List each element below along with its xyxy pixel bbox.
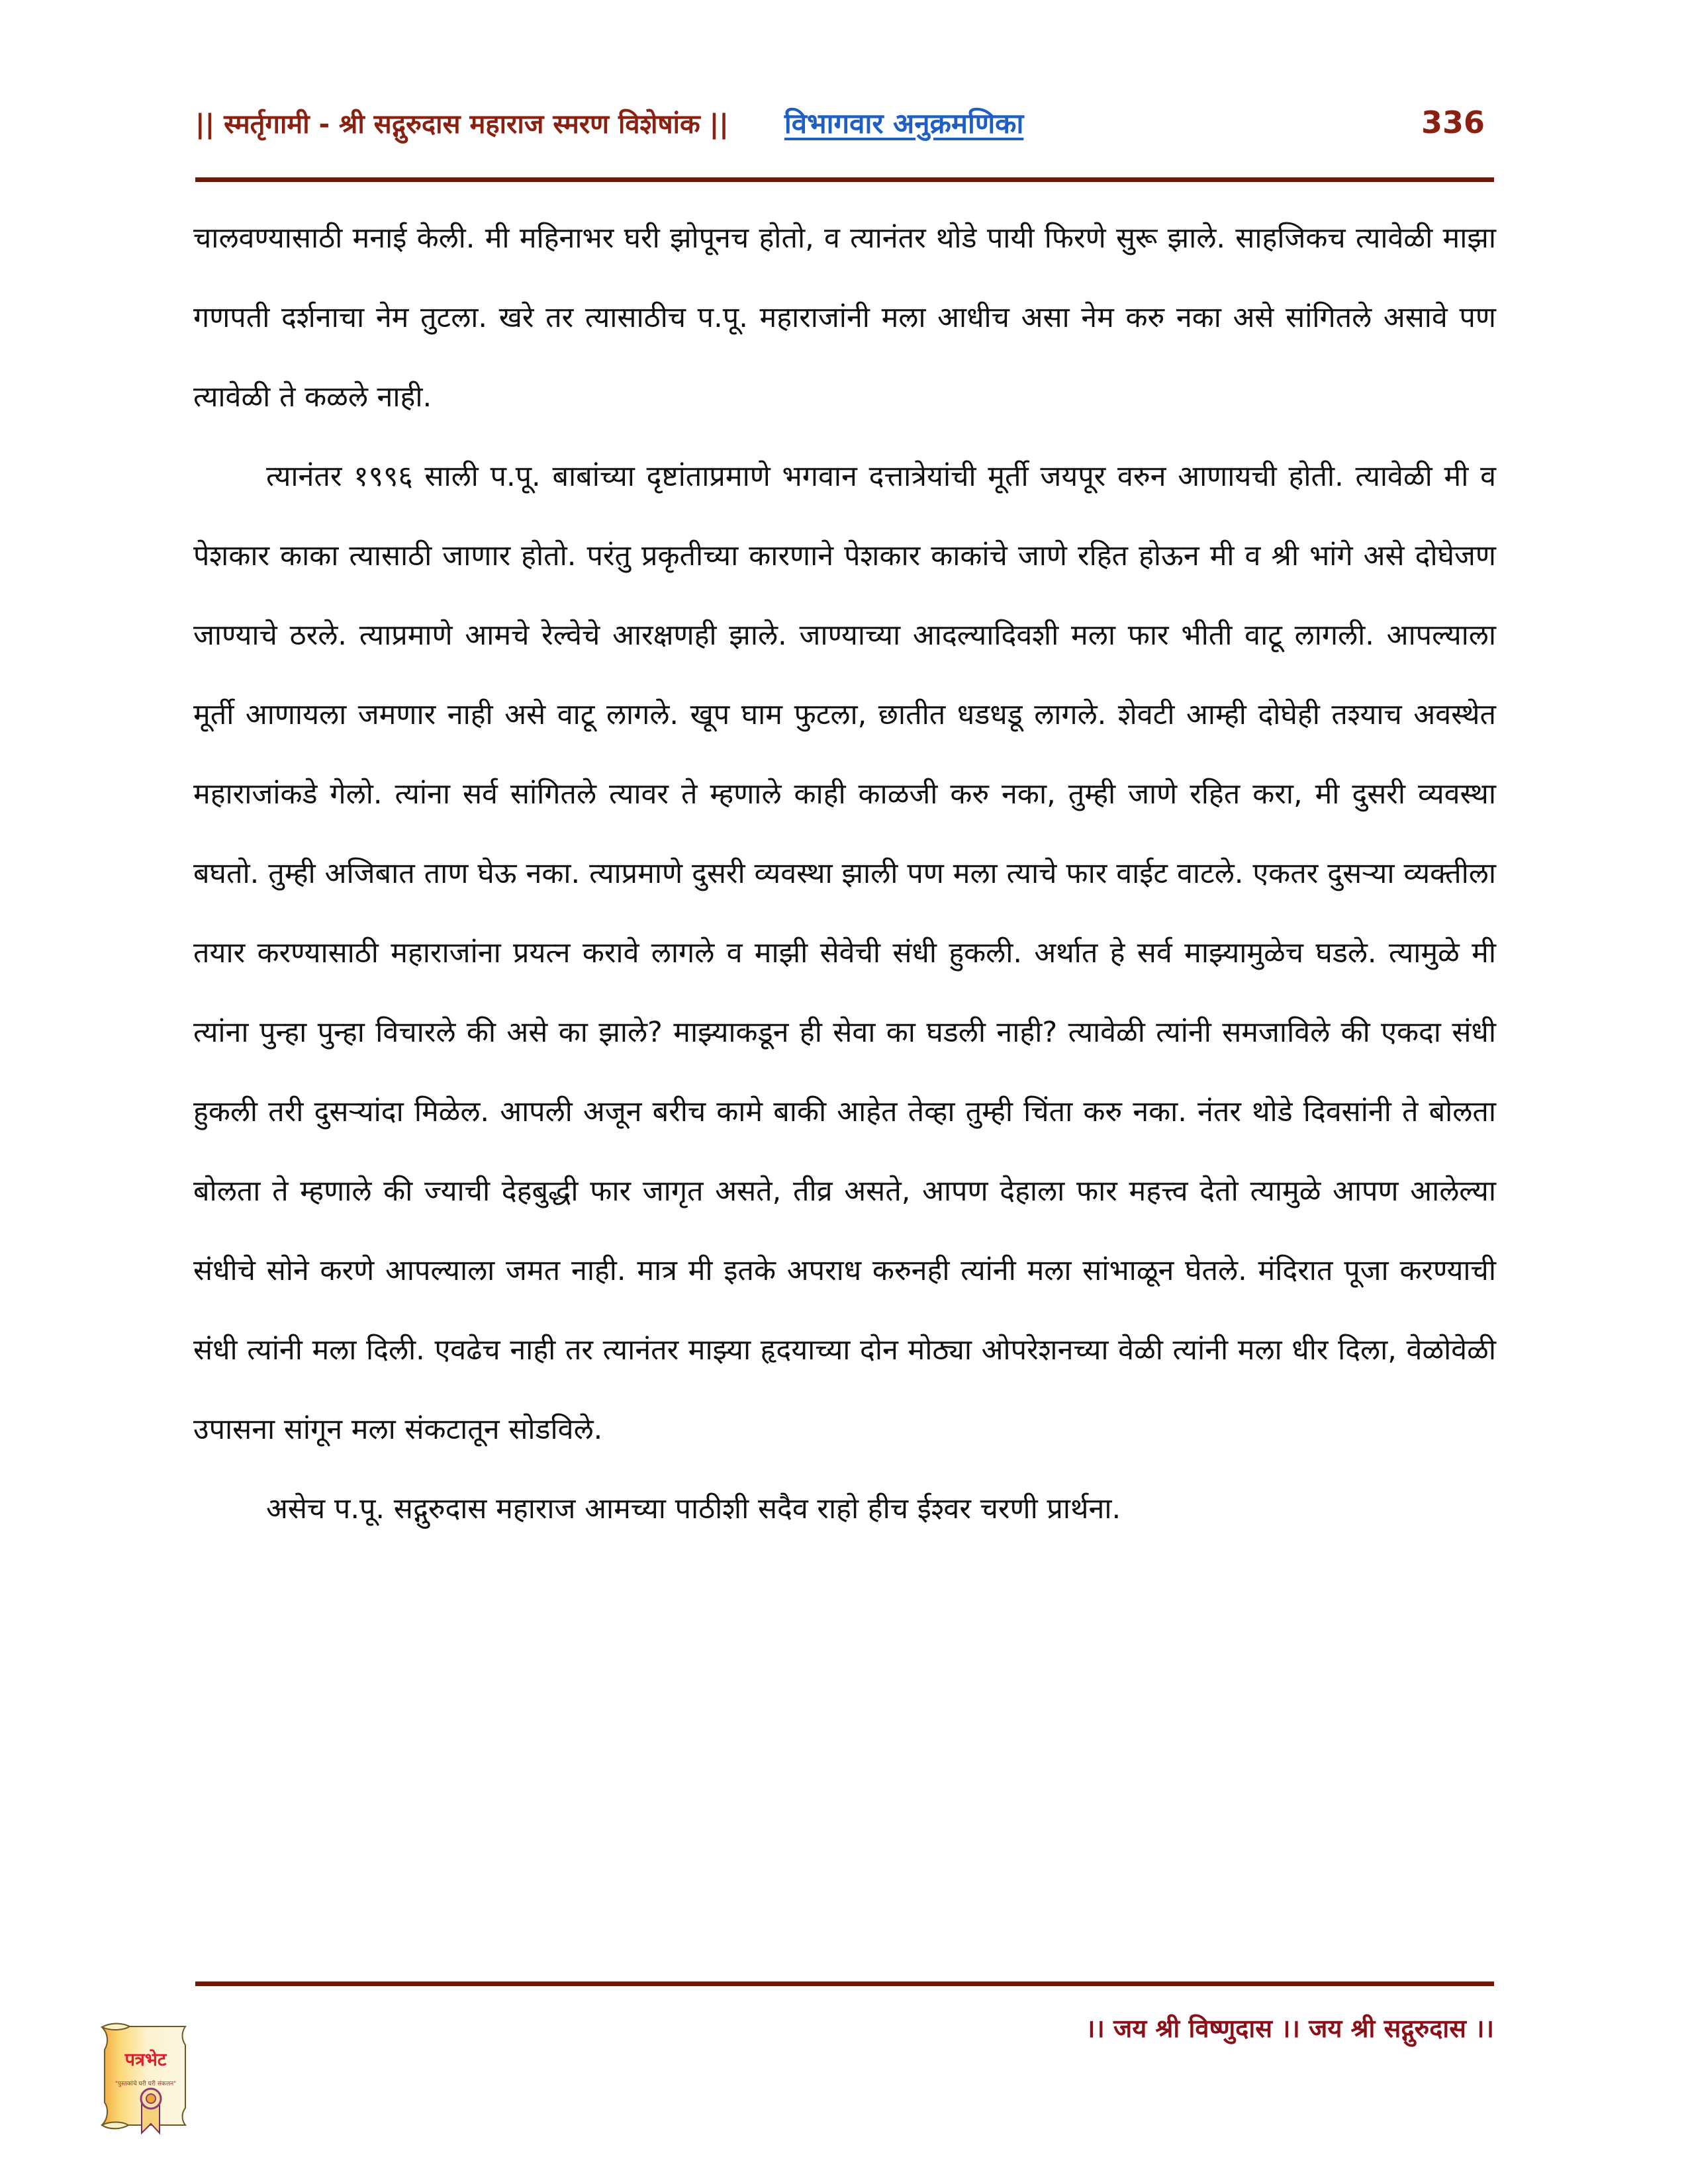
svg-text:पत्रभेट: पत्रभेट xyxy=(124,2050,167,2070)
paragraph-3: असेच प.पू. सद्गुरुदास महाराज आमच्या पाठीशी सदैव राहो हीच ईश्वर चरणी प्रार्थना. xyxy=(266,1492,1121,1525)
body-content xyxy=(193,199,1496,1549)
svg-text:"पुस्तकांचे घरी घरी संकलन": "पुस्तकांचे घरी घरी संकलन" xyxy=(115,2081,177,2087)
paragraph-1: चालवण्यासाठी मनाई केली. मी महिनाभर घरी झोपूनच होतो, व त्यानंतर थोडे पायी फिरणे सुरू झाले. साहजिकच त्यावेळी माझा गणपती दर्शनाचा नेम तुटला. खरे तर त्यासाठीच प.पू. महाराजांनी मला आधीच असा नेम करु नका असे सांगितले असावे पण त्यावेळी ते कळले नाही. xyxy=(193,222,1496,414)
index-link[interactable]: विभागवार अनुक्रमणिका xyxy=(784,107,1024,140)
patrabhet-scroll-logo xyxy=(85,2009,204,2141)
footer-divider xyxy=(195,1981,1494,1986)
page-number: 336 xyxy=(1421,105,1485,140)
page-header xyxy=(195,86,1493,159)
paragraph-2: त्यानंतर १९९६ साली प.पू. बाबांच्या दृष्टांताप्रमाणे भगवान दत्तात्रेयांची मूर्ती जयपूर वरुन आणायची होती. त्यावेळी मी व पेशकार काका त्यासाठी जाणार होतो. परंतु प्रकृतीच्या कारणाने पेशकार काकांचे जाणे रहित होऊन मी व श्री भांगे असे दोघेजण जाण्याचे ठरले. त्याप्रमाणे आमचे रेल्वेचे आरक्षणही झाले. जाण्याच्या आदल्यादिवशी मला फार भीती वाटू लागली. आपल्याला मूर्ती आणायला जमणार नाही असे वाटू लागले. खूप घाम फुटला, छातीत धडधडू लागले. शेवटी आम्ही दोघेही तश्याच अवस्थेत महाराजांकडे गेलो. त्यांना सर्व सांगितले त्यावर ते म्हणाले काही काळजी करु नका, तुम्ही जाणे रहित करा, मी दुसरी व्यवस्था बघतो. तुम्ही अजिबात ताण घेऊ नका. त्याप्रमाणे दुसरी व्यवस्था झाली पण मला त्याचे फार वाईट वाटले. एकतर दुसऱ्या व्यक्तीला तयार करण्यासाठी महाराजांना प्रयत्न करावे लागले व माझी सेवेची संधी हुकली. अर्थात हे सर्व माझ्यामुळेच घडले. त्यामुळे मी त्यांना पुन्हा पुन्हा विचारले की असे का झाले? माझ्याकडून ही सेवा का घडली नाही? त्यावेळी त्यांनी समजाविले की एकदा संधी हुकली तरी दुसऱ्यांदा मिळेल. आपली अजून बरीच कामे बाकी आहेत तेव्हा तुम्ही चिंता करु नका. नंतर थोडे दिवसांनी ते बोलता बोलता ते म्हणाले की ज्याची देहबुद्धी फार जागृत असते, तीव्र असते, आपण देहाला फार महत्त्व देतो त्यामुळे आपण आलेल्या संधीचे सोने करणे आपल्याला जमत नाही. मात्र मी इतके अपराध करुनही त्यांनी मला सांभाळून घेतले. मंदिरात पूजा करण्याची संधी त्यांनी मला दिली. एवढेच नाही तर त्यानंतर माझ्या हृदयाच्या दोन मोठ्या ओपरेशनच्या वेळी त्यांनी मला धीर दिला, वेळोवेळी उपासना सांगून मला संकटातून सोडविले. xyxy=(193,460,1496,1446)
header-divider xyxy=(195,177,1494,182)
header-title: || स्मर्तृगामी - श्री सद्गुरुदास महाराज स्मरण विशेषांक || xyxy=(195,109,729,140)
footer-mantra: ।। जय श्री विष्णुदास ।। जय श्री सद्गुरुदास ।। xyxy=(1086,2014,1494,2043)
